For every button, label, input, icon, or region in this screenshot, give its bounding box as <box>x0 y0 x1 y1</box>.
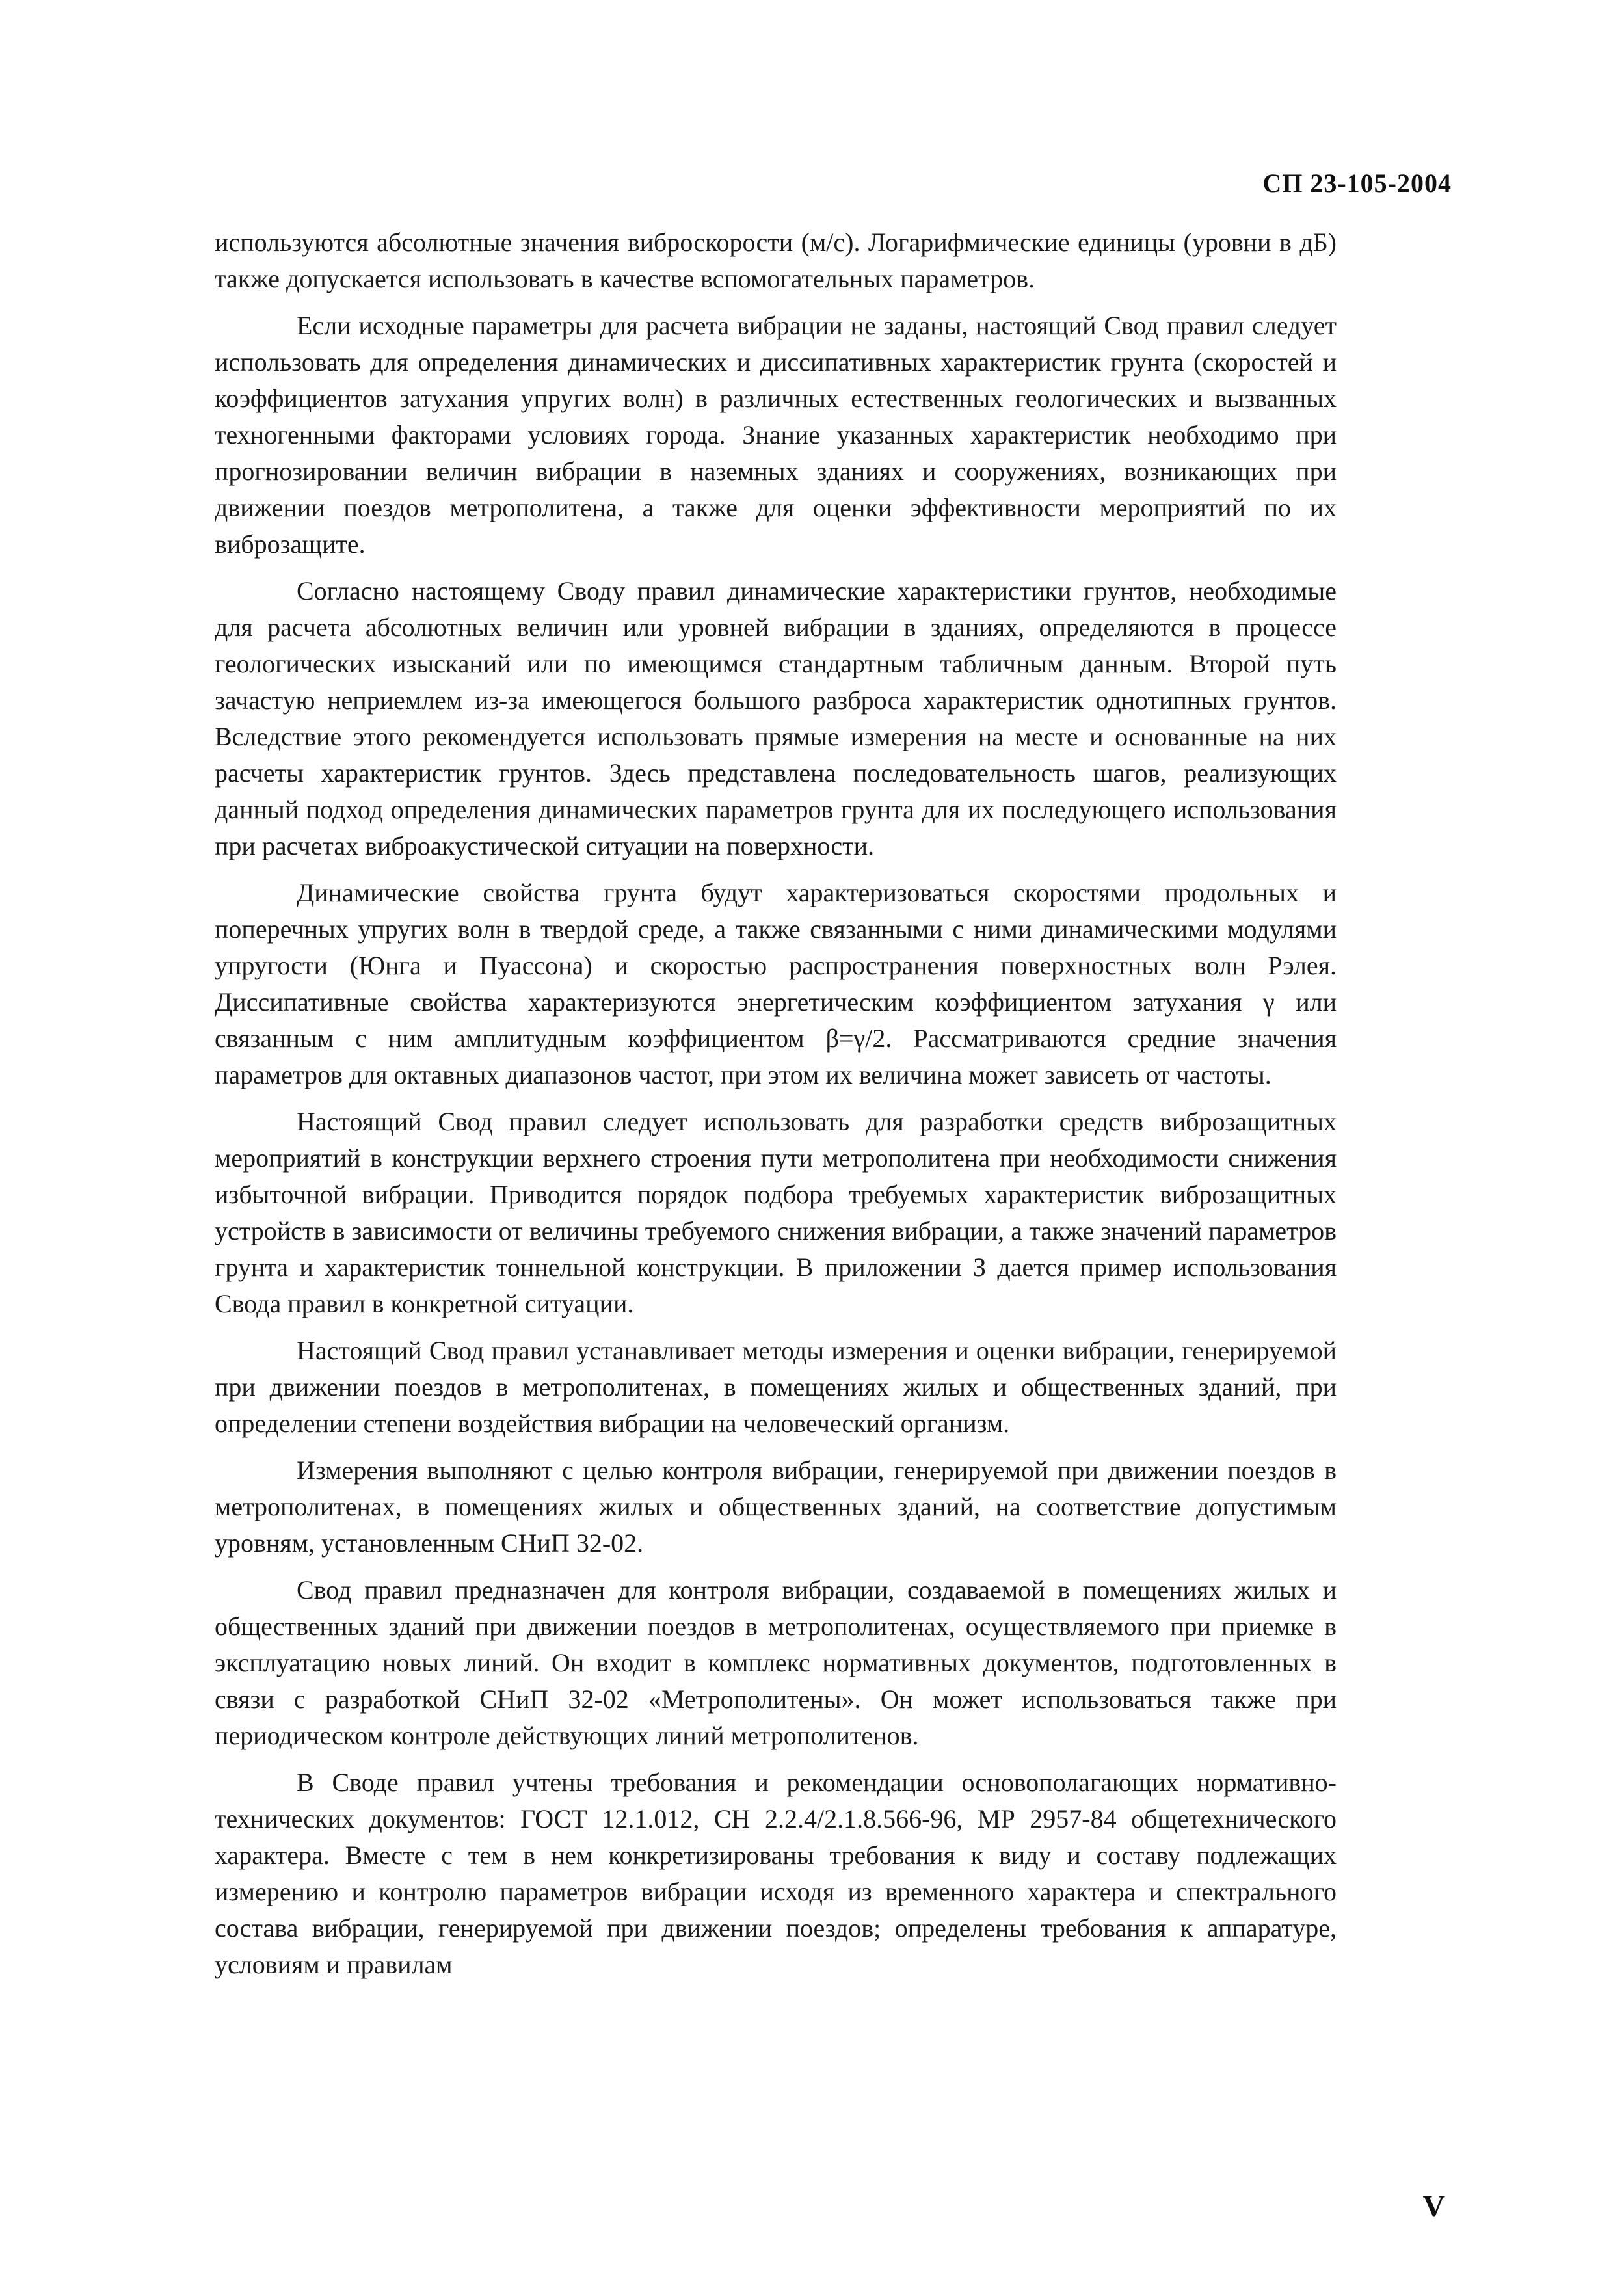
paragraph-5: Настоящий Свод правил следует использовать для разработки средств виброзащитных мероприятий в конструкции верхнего строения пути метрополитена при необходимости снижения избыточной вибрации. Приводится порядок подбора требуемых характеристик виброзащитных устройств в зависимости от величины требуемого снижения вибрации, а также значений параметров грунта и характеристик тоннельной конструкции. В приложении З дается пример использования Свода правил в конкретной ситуации. <box>215 1107 1337 1318</box>
paragraph-7: Измерения выполняют с целью контроля вибрации, генерируемой при движении поездов в метрополитенах, в помещениях жилых и общественных зданий, на соответствие допустимым уровням, установленным СНиП 32-02. <box>215 1456 1337 1558</box>
paragraph-3: Согласно настоящему Своду правил динамические характеристики грунтов, необходимые для расчета абсолютных величин или уровней вибрации в зданиях, определяются в процессе геологических изысканий или по имеющимся стандартным табличным данным. Второй путь зачастую неприемлем из-за имеющегося большого разброса характеристик однотипных грунтов. Вследствие этого рекомендуется использовать прямые измерения на месте и основанные на них расчеты характеристик грунтов. Здесь представлена последовательность шагов, реализующих данный подход определения динамических параметров грунта для их последующего использования при расчетах виброакустической ситуации на поверхности. <box>215 576 1337 860</box>
paragraph-6: Настоящий Свод правил устанавливает методы измерения и оценки вибрации, генерируемой при движении поездов в метрополитенах, в помещениях жилых и общественных зданий, при определении степени воздействия вибрации на человеческий организм. <box>215 1336 1337 1438</box>
paragraph-9: В Своде правил учтены требования и рекомендации основополагающих нормативно-технических документов: ГОСТ 12.1.012, СН 2.2.4/2.1.8.566-96, МР 2957-84 общетехнического характера. Вместе с тем в нем конкретизированы требования к виду и составу подлежащих измерению и контролю параметров вибрации исходя из временного характера и спектрального состава вибрации, генерируемой при движении поездов; определены требования к аппаратуре, условиям и правилам <box>215 1768 1337 1979</box>
paragraph-1: используются абсолютные значения виброскорости (м/с). Логарифмические единицы (уровни в дБ) также допускается использовать в качестве вспомогательных параметров. <box>215 228 1337 293</box>
document-code: СП 23-105-2004 <box>1262 168 1452 198</box>
body-text <box>215 224 1337 1993</box>
page-number: V <box>1422 2189 1445 2224</box>
paragraph-8: Свод правил предназначен для контроля вибрации, создаваемой в помещениях жилых и общественных зданий при движении поездов в метрополитенах, осуществляемого при приемке в эксплуатацию новых линий. Он входит в комплекс нормативных документов, подготовленных в связи с разработкой СНиП 32-02 «Метрополитены». Он может использоваться также при периодическом контроле действующих линий метрополитенов. <box>215 1575 1337 1750</box>
paragraph-2: Если исходные параметры для расчета вибрации не заданы, настоящий Свод правил следует использовать для определения динамических и диссипативных характеристик грунта (скоростей и коэффициентов затухания упругих волн) в различных естественных геологических и вызванных техногенными факторами условиях города. Знание указанных характеристик необходимо при прогнозировании величин вибрации в наземных зданиях и сооружениях, возникающих при движении поездов метрополитена, а также для оценки эффективности мероприятий по их виброзащите. <box>215 311 1337 559</box>
paragraph-4: Динамические свойства грунта будут характеризоваться скоростями продольных и поперечных упругих волн в твердой среде, а также связанными с ними динамическими модулями упругости (Юнга и Пуассона) и скоростью распространения поверхностных волн Рэлея. Диссипативные свойства характеризуются энергетическим коэффициентом затухания γ или связанным с ним амплитудным коэффициентом β=γ/2. Рассматриваются средние значения параметров для октавных диапазонов частот, при этом их величина может зависеть от частоты. <box>215 878 1337 1089</box>
